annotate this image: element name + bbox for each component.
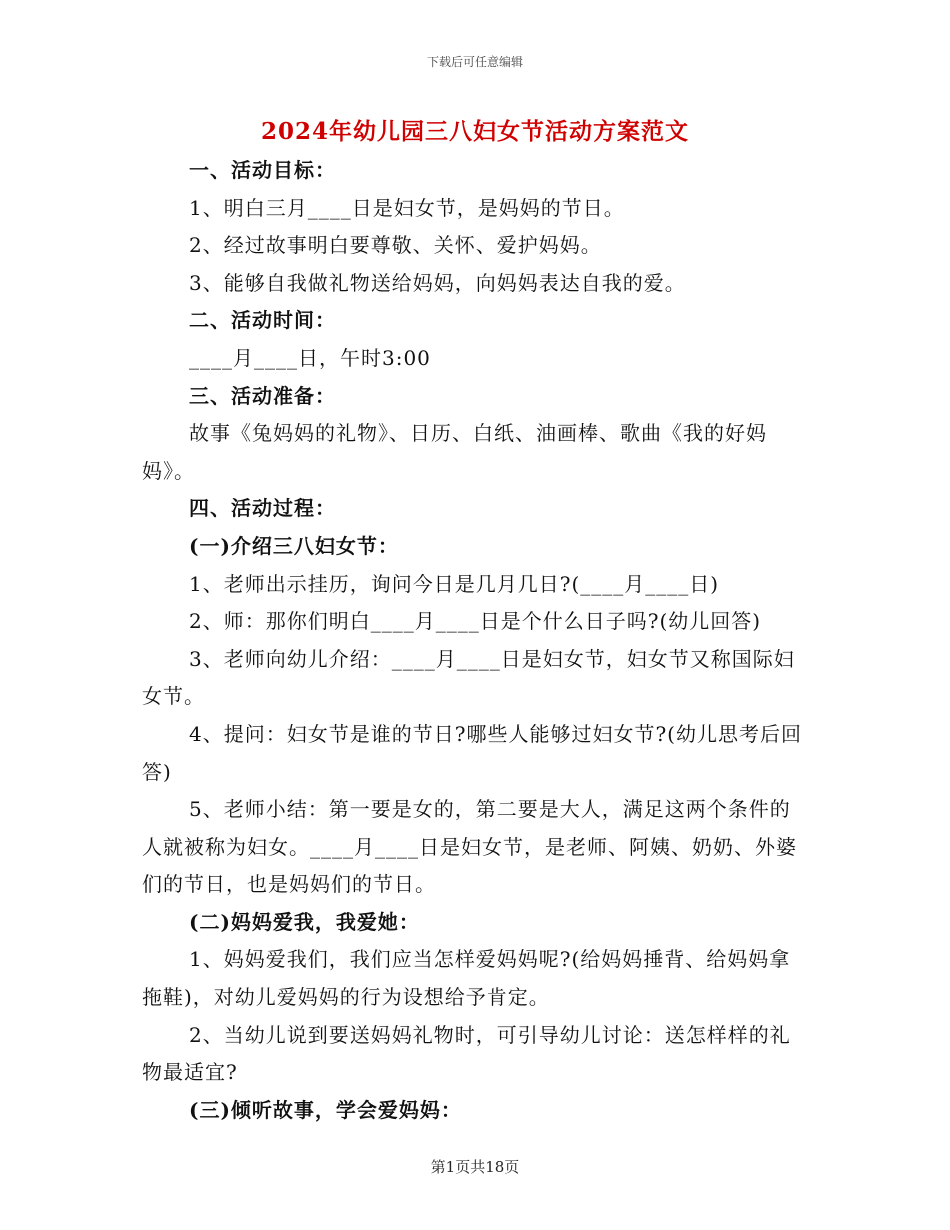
paragraph: ____月____日，午时3:00 (189, 345, 431, 370)
paragraph: 4、提问：妇女节是谁的节日?哪些人能够过妇女节?(幼儿思考后回答) (142, 721, 802, 784)
paragraph: 1、明白三月____日是妇女节，是妈妈的节日。 (189, 195, 625, 220)
paragraph: 一、活动目标： (189, 158, 336, 182)
page-footer-page-number: 第1页共18页 (430, 1158, 520, 1176)
page-header-note: 下载后可任意编辑 (426, 55, 523, 69)
document-title: 2024年幼儿园三八妇女节活动方案范文 (260, 118, 689, 145)
paragraph: (三)倾听故事，学会爱妈妈： (189, 1097, 462, 1122)
document-body (142, 152, 810, 1129)
paragraph: 故事《兔妈妈的礼物》、日历、白纸、油画棒、歌曲《我的好妈妈》。 (142, 421, 767, 483)
paragraph: 2、经过故事明白要尊敬、关怀、爱护妈妈。 (189, 233, 602, 258)
paragraph: 三、活动准备： (189, 383, 336, 408)
paragraph: 2、当幼儿说到要送妈妈礼物时，可引导幼儿讨论：送怎样样的礼物最适宜? (142, 1022, 791, 1085)
paragraph: 1、妈妈爱我们，我们应当怎样爱妈妈呢?(给妈妈捶背、给妈妈拿拖鞋)，对幼儿爱妈妈的行为设想给予肯定。 (142, 947, 791, 1010)
paragraph: (一)介绍三八妇女节： (189, 533, 399, 558)
paragraph: 四、活动过程： (189, 496, 336, 521)
paragraph: 1、老师出示挂历，询问今日是几月几日?(____月____日) (189, 571, 720, 596)
paragraph: 二、活动时间： (189, 308, 336, 333)
paragraph: (二)妈妈爱我，我爱她： (189, 909, 420, 934)
paragraph: 3、能够自我做礼物送给妈妈，向妈妈表达自我的爱。 (189, 270, 686, 295)
paragraph: 5、老师小结：第一要是女的，第二要是大人，满足这两个条件的人就被称为妇女。____月____日是妇女节，是老师、阿姨、奶奶、外婆们的节日，也是妈妈们的节日。 (142, 797, 797, 897)
paragraph: 2、师：那你们明白____月____日是个什么日子吗?(幼儿回答) (189, 609, 762, 634)
paragraph: 3、老师向幼儿介绍：____月____日是妇女节，妇女节又称国际妇女节。 (142, 646, 795, 709)
